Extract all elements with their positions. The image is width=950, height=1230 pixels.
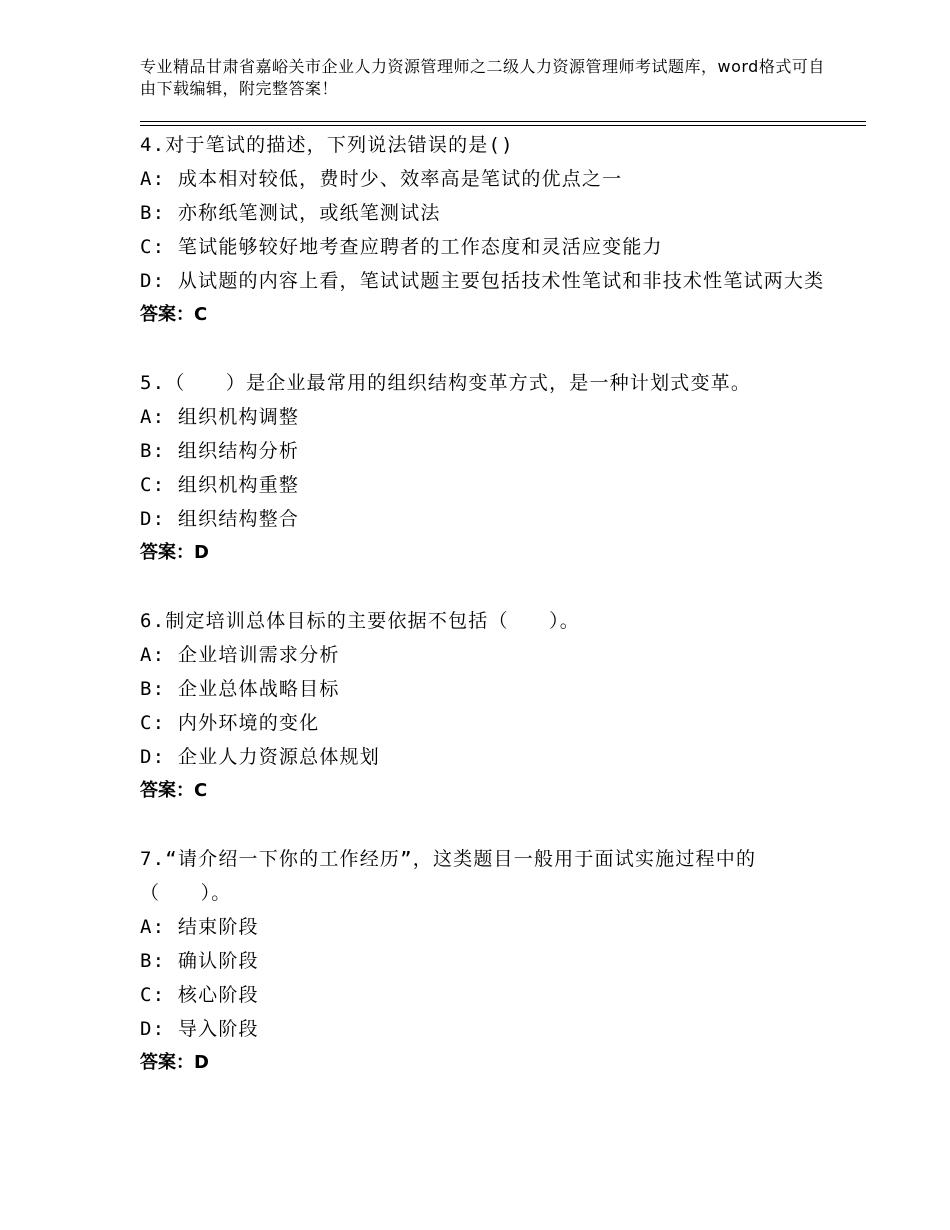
option-a: A: 成本相对较低，费时少、效率高是笔试的优点之一 (140, 168, 623, 190)
option-d: D: 企业人力资源总体规划 (140, 746, 380, 768)
option-a: A: 组织机构调整 (140, 406, 300, 428)
answer-label: 答案： (140, 304, 194, 325)
question-stem: 5.（ ）是企业最常用的组织结构变革方式，是一种计划式变革。 (140, 372, 752, 394)
answer-line (140, 536, 830, 570)
header-rule-bottom (140, 125, 866, 126)
question-7 (140, 842, 830, 1080)
option-d: D: 组织结构整合 (140, 508, 300, 530)
option-b: B: 亦称纸笔测试，或纸笔测试法 (140, 202, 441, 224)
option-d: D: 从试题的内容上看，笔试试题主要包括技术性笔试和非技术性笔试两大类 (140, 270, 825, 292)
question-gap (140, 332, 830, 366)
question-list (140, 128, 830, 1080)
answer-label: 答案： (140, 780, 194, 801)
option-d: D: 导入阶段 (140, 1018, 259, 1040)
question-stem: 6.制定培训总体目标的主要依据不包括（ ）。 (140, 610, 580, 632)
answer-line (140, 298, 830, 332)
option-a: A: 结束阶段 (140, 916, 259, 938)
option-c: C: 笔试能够较好地考查应聘者的工作态度和灵活应变能力 (140, 236, 663, 258)
option-b: B: 组织结构分析 (140, 440, 300, 462)
option-b: B: 企业总体战略目标 (140, 678, 340, 700)
question-4 (140, 128, 830, 332)
question-5 (140, 366, 830, 570)
question-gap (140, 808, 830, 842)
answer-line (140, 1046, 830, 1080)
answer-label: 答案： (140, 542, 194, 563)
answer-value: C (194, 780, 208, 801)
document-header: 专业精品甘肃省嘉峪关市企业人力资源管理师之二级人力资源管理师考试题库，word格式可自由下载编辑，附完整答案！ (140, 57, 825, 98)
question-stem: 7.“请介绍一下你的工作经历”，这类题目一般用于面试实施过程中的（ ）。 (140, 848, 757, 904)
answer-value: D (194, 1052, 209, 1073)
header-rule-top (140, 121, 866, 122)
answer-line (140, 774, 830, 808)
option-c: C: 核心阶段 (140, 984, 259, 1006)
option-a: A: 企业培训需求分析 (140, 644, 340, 666)
option-b: B: 确认阶段 (140, 950, 259, 972)
option-c: C: 组织机构重整 (140, 474, 300, 496)
option-c: C: 内外环境的变化 (140, 712, 320, 734)
answer-value: C (194, 304, 208, 325)
answer-label: 答案： (140, 1052, 194, 1073)
question-stem: 4.对于笔试的描述，下列说法错误的是() (140, 134, 514, 156)
question-6 (140, 604, 830, 808)
answer-value: D (194, 542, 209, 563)
question-gap (140, 570, 830, 604)
